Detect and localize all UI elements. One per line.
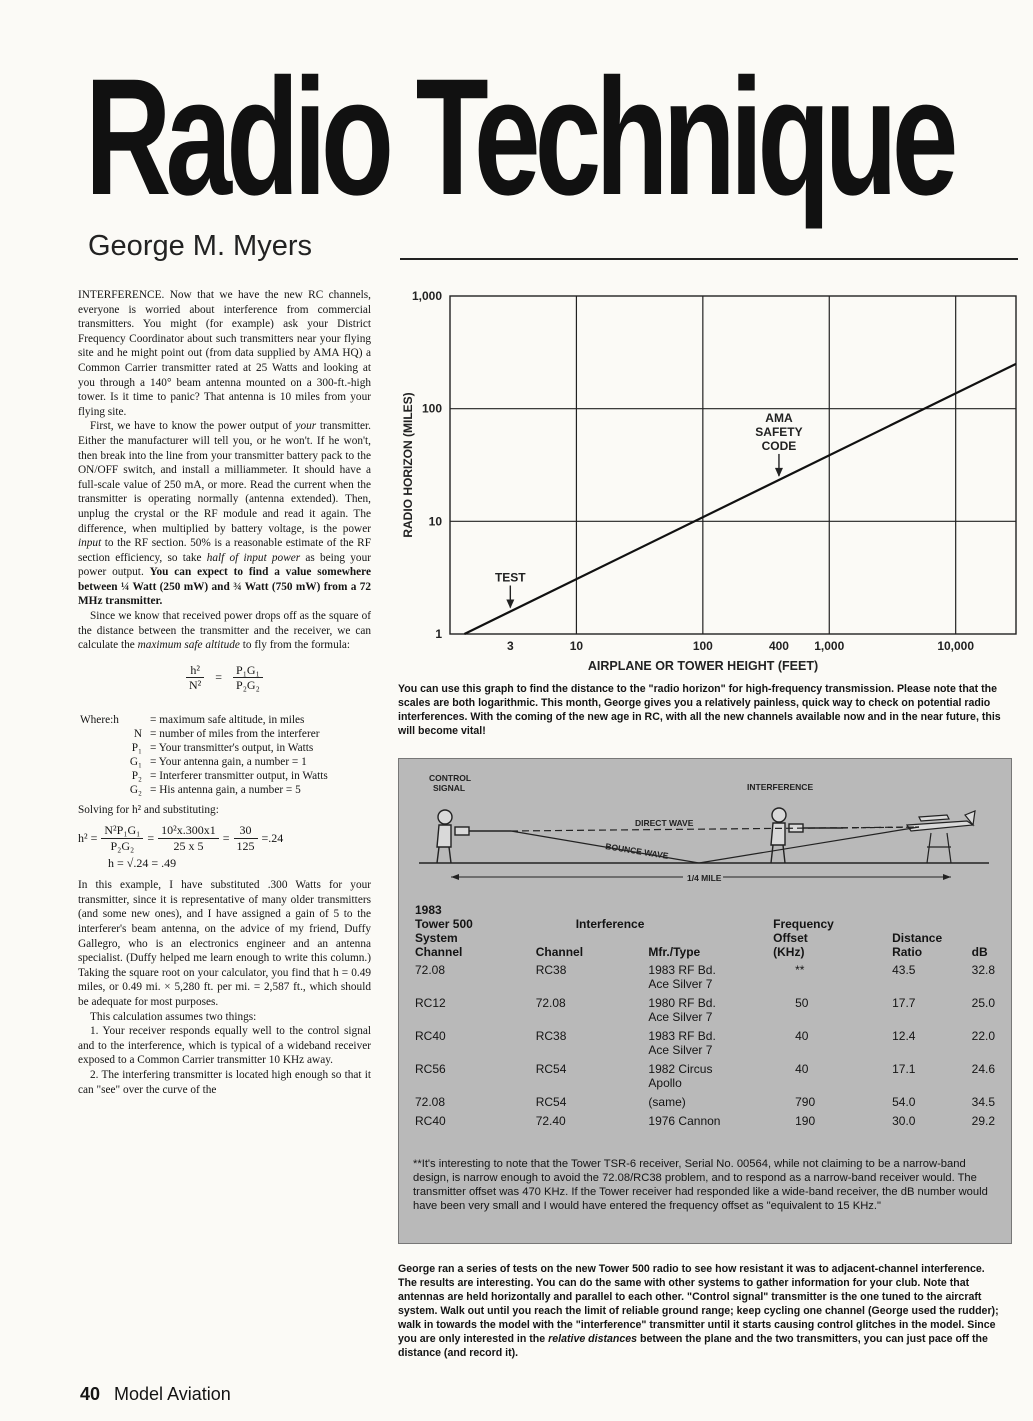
annotation-label: AMA [765, 410, 793, 425]
page-number: 40 [80, 1384, 101, 1404]
table-row [413, 1025, 997, 1058]
header-system-channel: 1983 Tower 500 System Channel [415, 903, 473, 959]
author-byline: George M. Myers [88, 230, 312, 262]
annotation-label: SAFETY [755, 424, 803, 439]
cell-mfr-type: 1982 Circus Apollo [648, 1062, 713, 1090]
paragraph-assumption-2: 2. The interfering transmitter is located high enough so that it can "see" over the curve of the [78, 1068, 371, 1096]
definition-row: N = number of miles from the interferer [133, 727, 320, 740]
cell-mfr-type: 1983 RF Bd. Ace Silver 7 [648, 1029, 716, 1057]
definition-row: P₂ = Interferer transmitter output, in Watts [131, 769, 328, 782]
cell-ch: RC38 [535, 1029, 567, 1043]
interference-table [413, 903, 997, 1129]
x-tick-label: 10,000 [937, 639, 975, 653]
header-frequency-offset: Frequency Offset (KHz) [773, 917, 834, 959]
cell-off: 40 [795, 1062, 809, 1076]
x-tick-label: 10 [569, 639, 584, 653]
x-axis-label: AIRPLANE OR TOWER HEIGHT (FEET) [587, 659, 819, 673]
table-row [413, 1091, 997, 1110]
cell-ratio: 30.0 [892, 1114, 916, 1128]
cell-sys: RC40 [415, 1114, 446, 1128]
annotation-arrowhead [506, 600, 514, 609]
cell-off: 790 [795, 1095, 816, 1109]
distance-label: 1/4 MILE [687, 873, 722, 883]
article-column [78, 288, 371, 1097]
header-mfr-type: Mfr./Type [648, 945, 701, 959]
cell-ratio: 43.5 [892, 963, 916, 977]
plot-frame [450, 296, 1016, 634]
cell-sys: 72.08 [415, 1095, 446, 1109]
substitution-equation: h² = $\frac{\text{N²P₁G₁}}{\text{P₂G₂}}$ = $\frac{\text{10²x.300x1}}{25 x 5}$ = $\frac{30}{125}$ =.24 [78, 823, 284, 854]
y-tick-label: 100 [421, 401, 442, 416]
cell-ch: RC54 [535, 1062, 567, 1076]
graph-caption: You can use this graph to find the distance to the "radio horizon" for high-frequency transmission. Please note that the scales are both logarithmic. This month, George gives you a relatively painless, quick way to check on potential radio interferences. With the coming of the new age in RC, with all the new channels available now and in the near future, this will become vital! [398, 683, 1001, 737]
x-tick-label: 400 [768, 639, 789, 653]
cell-db: 34.5 [971, 1095, 995, 1109]
interference-test-box [398, 758, 1012, 1244]
cell-ch: 72.40 [535, 1114, 566, 1128]
cell-mfr-type: (same) [648, 1095, 686, 1109]
header-interference-channel: Interference Channel [535, 917, 645, 959]
test-setup-diagram [399, 759, 1011, 889]
cell-ch: RC54 [535, 1095, 567, 1109]
y-tick-label: 10 [428, 514, 442, 529]
control-signal-label-2: SIGNAL [433, 783, 466, 793]
paragraph-assumption-1: 1. Your receiver responds equally well to the control signal and to the interference, which is typical of a wideband receiver exposed to a Common Carrier transmitter 10 KHz away. [78, 1025, 371, 1067]
header-db: dB [971, 945, 988, 959]
author-rule [400, 258, 1018, 260]
paragraph-intro: INTERFERENCE. Now that we have the new RC channels, everyone is worried about interference from commercial transmitters. You might (for example) ask your District Frequency Coordinator about such transmitters near your flying site and he might point out (from data supplied by AMA HQ) a Common Carrier transmitter rated at 25 Watts and looking at you through a 140° beam antenna mounted on a 300-ft.-high tower. Is it time to panic? That antenna is 10 miles from your flying site. [78, 289, 371, 418]
y-tick-label: 1,000 [411, 289, 442, 303]
cell-db: 22.0 [971, 1029, 995, 1043]
y-tick-label: 1 [435, 627, 442, 641]
table-caption: George ran a series of tests on the new Tower 500 radio to see how resistant it was to adjacent-channel interference. The results are interesting. You can do the same with other systems to gather information for your club. Note that antennas are held horizontally and parallel to each other. "Control signal" transmitter is the one tuned to the aircraft system. Walk out until you reach the limit of reliable ground range; keep cycling one channel (George used the rudder); walk in towards the model with the "interference" transmitter until it starts causing control glitches in the model. Since you are only interested in the relative distances between the plane and the two transmitters, you can just pace off the distance (and record it). [398, 1263, 999, 1359]
annotation-label: TEST [494, 570, 526, 585]
definition-row: Where:h = maximum safe altitude, in miles [80, 713, 305, 726]
cell-off: 40 [795, 1029, 809, 1043]
bounce-wave-label: BOUNCE WAVE [604, 841, 670, 861]
paragraph-formula-intro: Since we know that received power drops off as the square of the distance between the transmitter and the receiver, we can calculate the maximum safe altitude to fly from the formula: [78, 610, 371, 652]
table-row [413, 1058, 997, 1091]
magazine-name: Model Aviation [114, 1384, 231, 1404]
variable-definitions [78, 713, 330, 797]
cell-off: 50 [795, 996, 809, 1010]
annotation-label: CODE [761, 438, 797, 453]
interference-operator-figure [771, 808, 843, 863]
x-tick-label: 100 [692, 639, 713, 653]
paragraph-example: In this example, I have substituted .300 Watts for your transmitter, since it is representative of many older transmitters (and some new ones), and I have assigned a gain of 5 to the interferer's beam antenna, on the advice of my friend, Duffy Gallegro, who is an electronics engineer and an antenna specialist. (Duffy helped me learn enough to write this column.) Taking the square root on your calculator, you find that h = 0.49 miles, or 0.49 mi. × 5,280 ft. per mi. = 2,587 ft., which should be adequate for most purposes. [78, 879, 371, 1008]
cell-ratio: 17.7 [892, 996, 916, 1010]
cell-ratio: 17.1 [892, 1062, 916, 1076]
page-title: Radio Technique [85, 45, 953, 230]
cell-sys: RC56 [415, 1062, 446, 1076]
cell-sys: 72.08 [415, 963, 446, 977]
cell-db: 24.6 [971, 1062, 995, 1076]
x-tick-label: 1,000 [814, 639, 845, 653]
cell-mfr-type: 1983 RF Bd. Ace Silver 7 [648, 963, 716, 991]
control-operator-figure [437, 810, 511, 863]
formula-left-fraction: $\frac{\text{h²}}{\text{N²}}$ [186, 663, 204, 693]
y-axis-label: RADIO HORIZON (MILES) [401, 392, 415, 538]
cell-db: 25.0 [971, 996, 995, 1010]
cell-ch: RC38 [535, 963, 567, 977]
cell-ch: 72.08 [535, 996, 566, 1010]
main-formula: $\frac{\text{h²}}{\text{N²}}$ = $\frac{\text{P₁G₁}}{\text{P₂G₂}}$ [186, 663, 371, 707]
cell-sys: RC12 [415, 996, 446, 1010]
cell-ratio: 54.0 [892, 1095, 916, 1109]
interference-label: INTERFERENCE [747, 782, 814, 792]
masthead [85, 45, 1005, 248]
definition-row: P₁ = Your transmitter's output, in Watts [131, 741, 314, 754]
direct-wave-label: DIRECT WAVE [635, 818, 694, 828]
paragraph-assumptions: This calculation assumes two things: [90, 1010, 257, 1023]
x-tick-label: 3 [506, 639, 514, 653]
root-equation: h = √.24 = .49 [108, 855, 177, 870]
table-header-row [413, 903, 997, 959]
radio-horizon-chart [396, 288, 1018, 674]
cell-mfr-type: 1976 Cannon [648, 1114, 721, 1128]
cell-off: ** [795, 963, 805, 977]
formula-right-fraction: $\frac{\text{P₁G₁}}{\text{P₂G₂}}$ [233, 663, 263, 693]
table-row [413, 959, 997, 992]
paragraph-power-output: First, we have to know the power output of your transmitter. Either the manufacturer will tell you, or he won't. If he won't, then break into the line from your transmitter battery pack to the ON/OFF switch, and install a milliammeter. It should have a full-scale value of 250 mA, or more. Read the current when the transmitter is operating normally (antenna extended). Then, unplug the crystal or the RF module and read it again. The difference, when multiplied by battery voltage, is the power input to the RF section. 50% is a reasonable estimate of the RF section efficiency, so take half of input power as being your power output. You can expect to find a value somewhere between ¼ Watt (250 mW) and ¾ Watt (750 mW) from a 72 MHz transmitter. [78, 420, 371, 608]
page-footer [80, 1384, 231, 1405]
cell-ratio: 12.4 [892, 1029, 916, 1043]
solving-line: Solving for h² and substituting: [78, 803, 219, 816]
definition-row: G₁ = Your antenna gain, a number = 1 [129, 755, 307, 768]
cell-off: 190 [795, 1114, 816, 1128]
cell-sys: RC40 [415, 1029, 446, 1043]
table-row [413, 992, 997, 1025]
horizon-line [464, 364, 1016, 634]
cell-mfr-type: 1980 RF Bd. Ace Silver 7 [648, 996, 716, 1024]
table-row [413, 1110, 997, 1129]
model-airplane-icon [907, 811, 975, 863]
control-signal-label: CONTROL [429, 773, 472, 783]
annotation-arrowhead [775, 468, 783, 477]
definition-row: G₂ = His antenna gain, a number = 5 [129, 783, 301, 796]
table-footnote: **It's interesting to note that the Tower TSR-6 receiver, Serial No. 00564, while not claiming to be a narrow-band design, is narrow enough to avoid the 72.08/RC38 problem, and to respond as a narrow-band receiver would. The transmitter offset was 470 KHz. If the Tower receiver had responded like a wide-band receiver, the dB number would have been very small and I would have entered the frequency offset as "equivalent to 15 KHz." [413, 1158, 988, 1212]
header-distance-ratio: Distance Ratio [892, 931, 943, 959]
cell-db: 29.2 [971, 1114, 995, 1128]
cell-db: 32.8 [971, 963, 995, 977]
